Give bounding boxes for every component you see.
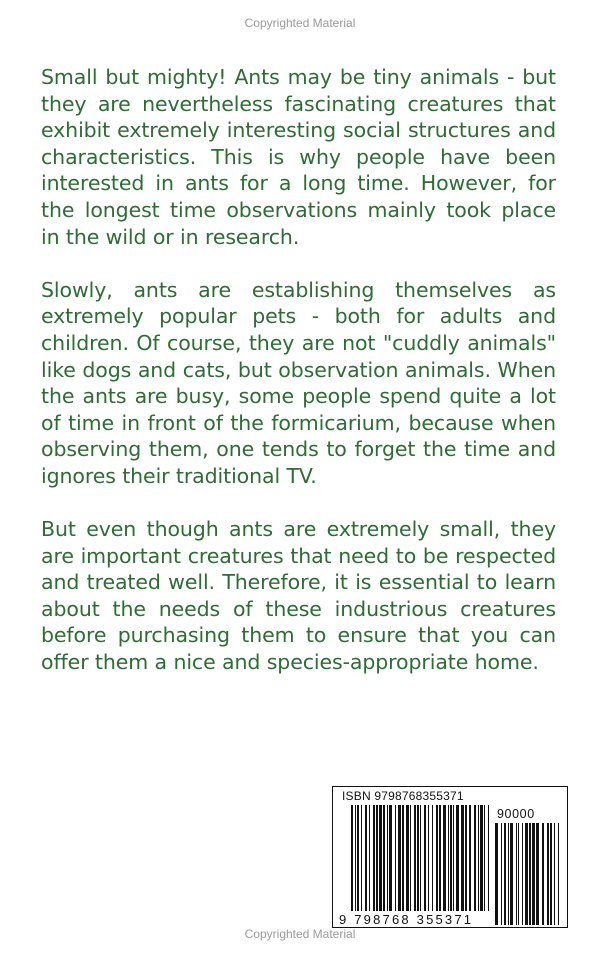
barcode-bar bbox=[373, 805, 375, 911]
barcode-bar bbox=[376, 805, 378, 911]
barcode-bar bbox=[504, 823, 506, 925]
barcode-bar bbox=[361, 805, 362, 911]
barcode-bar bbox=[379, 805, 382, 911]
barcode-bar bbox=[443, 805, 446, 911]
barcode-bar bbox=[536, 823, 539, 925]
barcode-bar bbox=[351, 805, 353, 911]
barcode-bar bbox=[558, 823, 559, 925]
barcode-bar bbox=[495, 823, 498, 925]
paragraph-1: Small but mighty! Ants may be tiny animals - but they are nevertheless fascinating creatures that exhibit extremely interesting social structures and characteristics. This is why people have been interested in ants for a long time. However, for the longest time observations mainly took place in the wild or in research. bbox=[41, 65, 556, 249]
barcode-bar bbox=[518, 823, 519, 925]
price-code: 90000 bbox=[497, 807, 535, 821]
isbn-label: ISBN 9798768355371 bbox=[342, 789, 464, 803]
barcode-bar bbox=[554, 823, 555, 925]
barcode-bar bbox=[547, 823, 549, 925]
paragraph-2: Slowly, ants are establishing themselves as extremely popular pets - both for adults and children. Of course, they are not "cuddly animals" like dogs and cats, but observation animals. When the ants are busy, some people spend quite a lot of time in front of the formicarium, because when observing them, one tends to forget the time and ignores their traditional TV. bbox=[41, 277, 556, 488]
barcode-bar bbox=[424, 805, 426, 911]
barcode-bar bbox=[402, 805, 404, 911]
barcode-bar bbox=[474, 805, 476, 911]
back-cover-text bbox=[41, 64, 556, 702]
barcode-bar bbox=[417, 805, 419, 911]
barcode-bar bbox=[484, 805, 485, 911]
barcode-bar bbox=[456, 805, 459, 911]
barcode-bar bbox=[508, 823, 509, 925]
barcode-bar bbox=[387, 805, 388, 911]
barcode-bar bbox=[383, 805, 385, 911]
barcode-bar bbox=[436, 805, 438, 911]
barcode-bar bbox=[522, 823, 523, 925]
barcode-bar bbox=[365, 805, 367, 911]
barcode-bar bbox=[398, 805, 401, 911]
barcode-bar bbox=[410, 805, 411, 911]
copyright-watermark-top: Copyrighted Material bbox=[244, 16, 356, 30]
barcode-bar bbox=[450, 805, 452, 911]
barcode-bar bbox=[453, 805, 454, 911]
barcode-bar bbox=[529, 823, 531, 925]
barcode-bar bbox=[355, 805, 356, 911]
barcode-bar bbox=[414, 805, 416, 911]
barcode-bar bbox=[488, 805, 489, 911]
paragraph-3: But even though ants are extremely small, they are important creatures that need to be respected and treated well. Therefore, it is essential to learn about the needs of these industrious creatures before purchasing them to ensure that you can offer them a nice and species-appropriate home. bbox=[41, 517, 556, 675]
barcode-bar bbox=[461, 805, 464, 911]
barcode-bar bbox=[532, 823, 535, 925]
barcode-bar bbox=[550, 823, 552, 925]
isbn-barcode-box bbox=[332, 786, 568, 928]
barcode-bar bbox=[406, 805, 409, 911]
copyright-watermark-bottom: Copyrighted Material bbox=[244, 927, 356, 941]
barcode-bar bbox=[542, 823, 544, 925]
barcode-bar bbox=[469, 805, 471, 911]
barcode-bar bbox=[480, 805, 483, 911]
barcode-bar bbox=[369, 805, 370, 911]
barcode-bar bbox=[448, 805, 449, 911]
barcode-bar bbox=[395, 805, 396, 911]
barcode-bar bbox=[439, 805, 441, 911]
barcode-bar bbox=[420, 805, 421, 911]
barcode-bar bbox=[501, 823, 502, 925]
barcode-bar bbox=[525, 823, 528, 925]
barcode-bar bbox=[432, 805, 433, 911]
barcode-bar bbox=[516, 823, 517, 925]
barcode-bar bbox=[428, 805, 429, 911]
barcode-bar bbox=[357, 805, 359, 911]
barcode-bar bbox=[478, 805, 479, 911]
barcode-bar bbox=[465, 805, 467, 911]
barcode-bar bbox=[510, 823, 513, 925]
barcode-digits: 9 798768 355371 bbox=[339, 912, 474, 927]
barcode-bar bbox=[389, 805, 392, 911]
